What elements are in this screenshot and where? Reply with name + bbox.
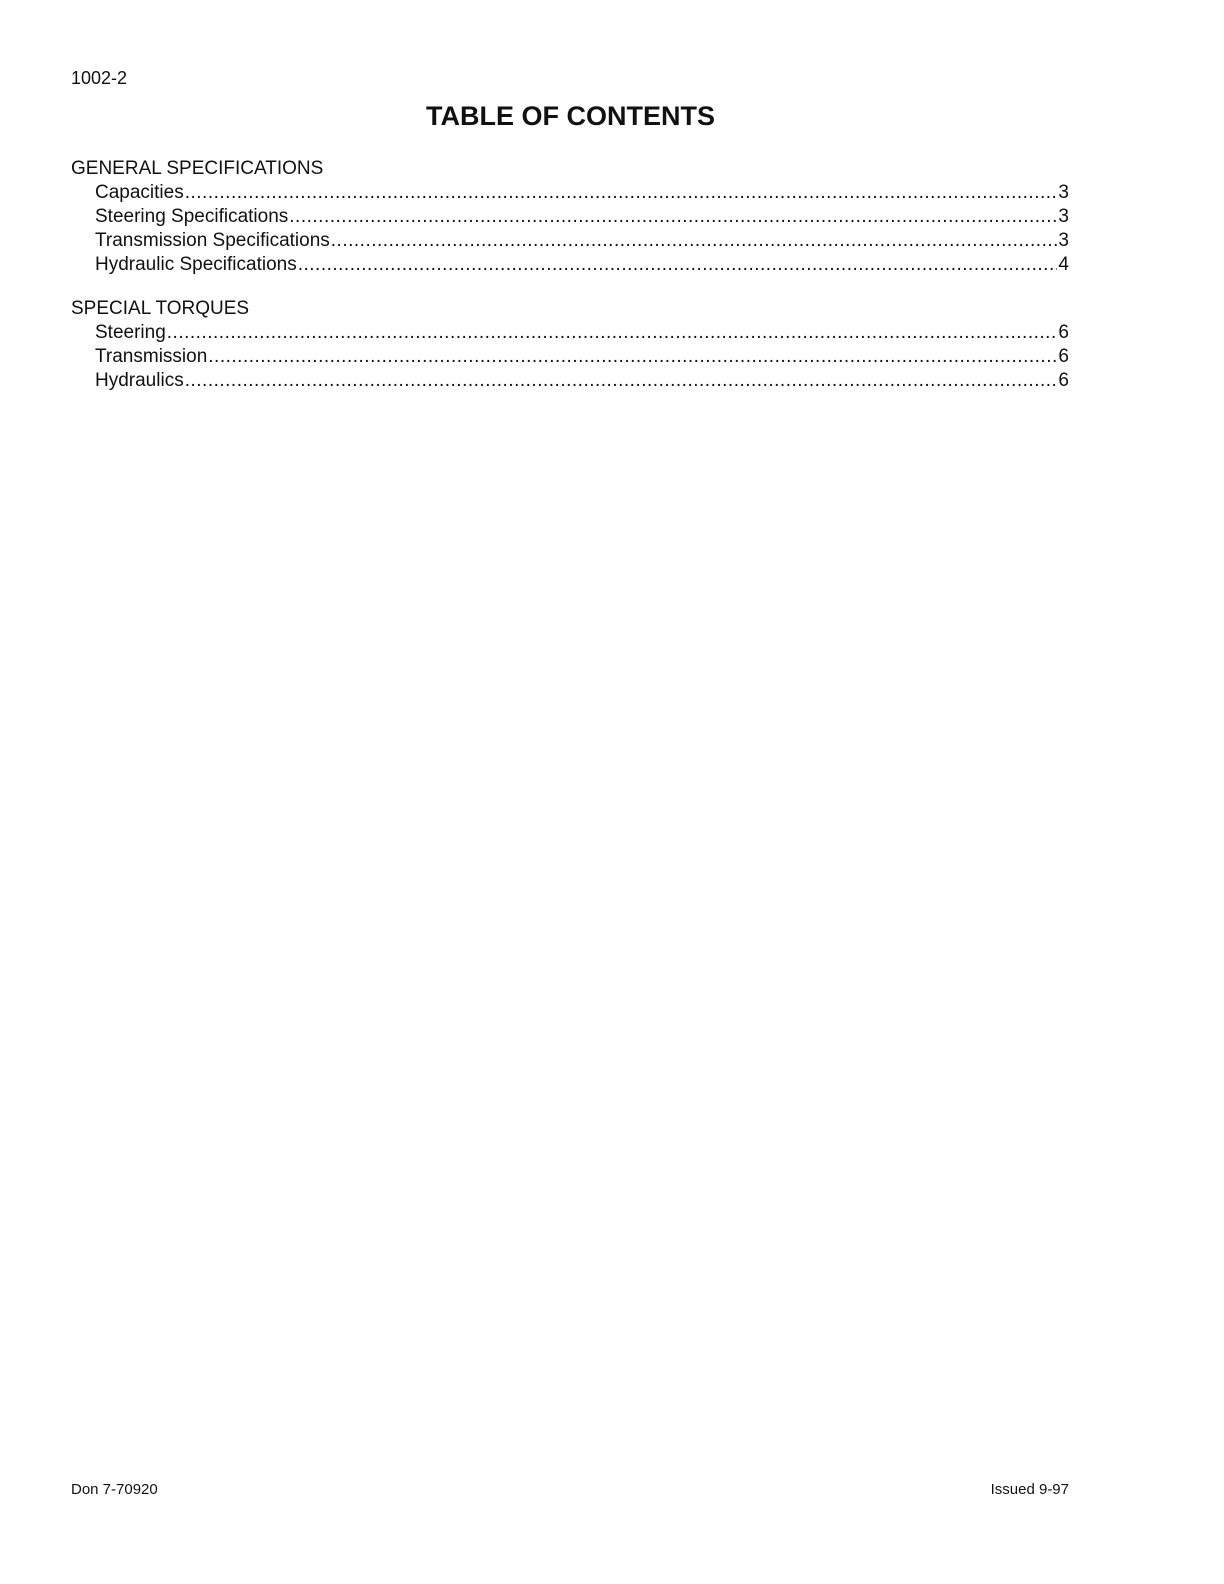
entry-label: Hydraulic Specifications (95, 254, 297, 275)
section-heading: SPECIAL TORQUES (71, 298, 250, 319)
toc-section-special-torques (71, 297, 1069, 393)
dot-leader (289, 205, 1057, 229)
entry-label: Steering (95, 322, 166, 343)
toc-entry-transmission[interactable] (71, 345, 1069, 369)
dot-leader (331, 229, 1058, 253)
entry-page-number: 4 (1058, 254, 1069, 275)
entry-page-number: 3 (1058, 206, 1069, 227)
entry-page-number: 6 (1058, 370, 1069, 391)
entry-page-number: 6 (1058, 346, 1069, 367)
dot-leader (185, 181, 1058, 205)
page-title: TABLE OF CONTENTS (426, 101, 715, 131)
table-of-contents (71, 157, 1069, 413)
footer-issue-date: Issued 9-97 (990, 1481, 1069, 1498)
entry-label: Hydraulics (95, 370, 184, 391)
dot-leader (298, 253, 1058, 277)
toc-entry-hydraulic-specifications[interactable] (71, 253, 1069, 277)
toc-entry-transmission-specifications[interactable] (71, 229, 1069, 253)
page-number: 1002-2 (71, 68, 128, 88)
section-heading: GENERAL SPECIFICATIONS (71, 158, 324, 179)
entry-label: Capacities (95, 182, 184, 203)
entry-page-number: 3 (1058, 182, 1069, 203)
toc-entry-hydraulics[interactable] (71, 369, 1069, 393)
entry-label: Steering Specifications (95, 206, 289, 227)
entry-label: Transmission (95, 346, 208, 367)
toc-entry-capacities[interactable] (71, 181, 1069, 205)
entry-page-number: 6 (1058, 322, 1069, 343)
entry-label: Transmission Specifications (95, 230, 330, 251)
footer-document-number: Don 7-70920 (71, 1481, 158, 1498)
dot-leader (208, 345, 1057, 369)
entry-page-number: 3 (1058, 230, 1069, 251)
toc-entry-steering[interactable] (71, 321, 1069, 345)
toc-entry-steering-specifications[interactable] (71, 205, 1069, 229)
dot-leader (185, 369, 1058, 393)
toc-section-general-specifications (71, 157, 1069, 277)
dot-leader (167, 321, 1058, 345)
